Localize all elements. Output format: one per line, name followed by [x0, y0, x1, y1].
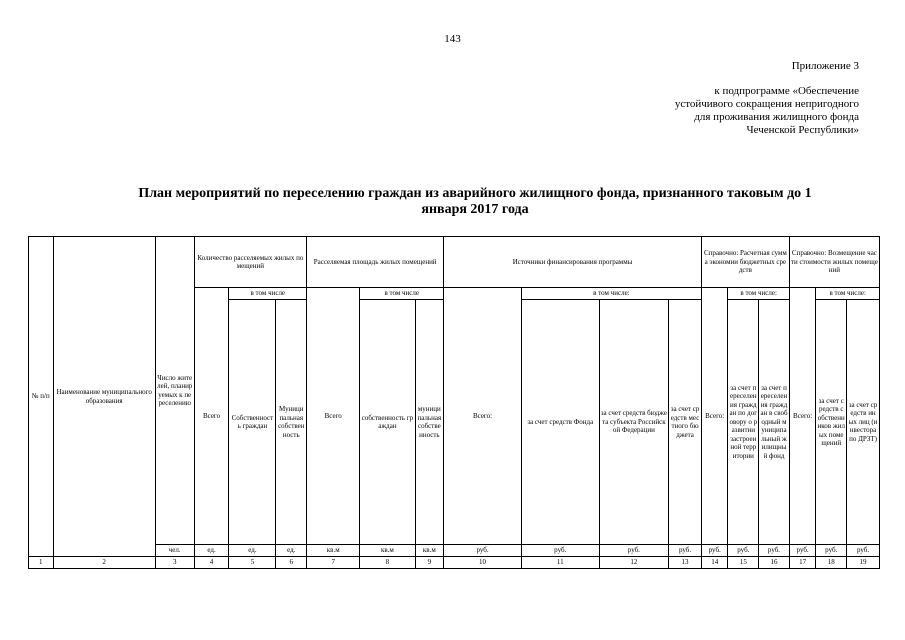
- column-number-cell: 5: [229, 557, 276, 569]
- subheader-including: в том числе:: [816, 288, 880, 300]
- col-header-owners-funds: за счет средств собственников жилых помещений: [816, 300, 847, 545]
- title-line-1: План мероприятий по переселению граждан из аварийного жилищного фонда, признанного таковым до 1: [138, 186, 812, 201]
- unit-cell: руб.: [444, 545, 522, 557]
- col-header-area-total: Всего: [307, 288, 360, 545]
- subheader-including: в том числе: [229, 288, 307, 300]
- subheader-including: в том числе: [360, 288, 444, 300]
- col-header-residents: Число жителей, планируемых к переселению: [155, 237, 194, 545]
- column-number-cell: 7: [307, 557, 360, 569]
- unit-cell: ед.: [194, 545, 229, 557]
- unit-cell: кв.м: [360, 545, 415, 557]
- unit-cell: руб.: [847, 545, 880, 557]
- column-number-cell: 11: [521, 557, 599, 569]
- col-header-number: № п/п: [29, 237, 54, 557]
- column-number-cell: 6: [276, 557, 307, 569]
- col-header-local-budget: за счет средств местного бюджета: [669, 300, 702, 545]
- col-header-area-private: собственность граждан: [360, 300, 415, 545]
- column-number-cell: 2: [53, 557, 155, 569]
- col-header-municipality: Наименование муниципального образования: [53, 237, 155, 557]
- group-header-compensation: Справочно: Возмещение части стоимости жилых помещений: [789, 237, 879, 288]
- unit-cell: руб.: [521, 545, 599, 557]
- unit-cell: чел.: [155, 545, 194, 557]
- title-line-2: января 2017 года: [421, 202, 529, 217]
- column-number-cell: 17: [789, 557, 816, 569]
- appendix-line: Чеченской Республики»: [746, 124, 859, 136]
- group-header-savings: Справочно: Расчетная сумма экономии бюджетных средств: [701, 237, 789, 288]
- col-header-rooms-private: Собственность граждан: [229, 300, 276, 545]
- column-number-cell: 9: [415, 557, 444, 569]
- column-number-cell: 3: [155, 557, 194, 569]
- column-number-cell: 19: [847, 557, 880, 569]
- unit-cell: руб.: [728, 545, 759, 557]
- subheader-including: в том числе:: [728, 288, 789, 300]
- col-header-rooms-total: Всего: [194, 288, 229, 545]
- col-header-sources-total: Всего:: [444, 288, 522, 545]
- document-title: [80, 186, 870, 218]
- column-number-cell: 10: [444, 557, 522, 569]
- col-header-compensation-total: Всего:: [789, 288, 816, 545]
- unit-cell: руб.: [759, 545, 790, 557]
- col-header-investor-funds: за счет средств иных лиц (инвестора по ДРЗТ): [847, 300, 880, 545]
- unit-cell: руб.: [789, 545, 816, 557]
- appendix-line: устойчивого сокращения непригодного: [674, 98, 859, 110]
- unit-cell: ед.: [229, 545, 276, 557]
- appendix-title: Приложение 3: [791, 60, 859, 72]
- unit-cell: руб.: [816, 545, 847, 557]
- column-number-cell: 13: [669, 557, 702, 569]
- column-number-cell: 16: [759, 557, 790, 569]
- unit-cell: кв.м: [307, 545, 360, 557]
- subheader-including: в том числе:: [521, 288, 701, 300]
- column-number-cell: 4: [194, 557, 229, 569]
- resettlement-plan-table: [28, 236, 880, 569]
- appendix-block: [675, 60, 859, 137]
- group-header-rooms: Количество расселяемых жилых помещений: [194, 237, 306, 288]
- column-number-cell: 18: [816, 557, 847, 569]
- appendix-line: к подпрограмме «Обеспечение: [714, 85, 859, 97]
- unit-cell: кв.м: [415, 545, 444, 557]
- unit-cell: руб.: [599, 545, 669, 557]
- unit-cell: руб.: [669, 545, 702, 557]
- col-header-rooms-municipal: Муниципальная собственность: [276, 300, 307, 545]
- col-header-savings-total: Всего:: [701, 288, 728, 545]
- column-number-cell: 1: [29, 557, 54, 569]
- column-number-cell: 12: [599, 557, 669, 569]
- unit-cell: ед.: [276, 545, 307, 557]
- col-header-regional-budget: за счет средств бюджета субъекта Российской Федерации: [599, 300, 669, 545]
- col-header-savings-free-fund: за счет переселения граждан в свободный муниципальный жилищный фонд: [759, 300, 790, 545]
- column-number-cell: 15: [728, 557, 759, 569]
- column-number-cell: 14: [701, 557, 728, 569]
- column-number-cell: 8: [360, 557, 415, 569]
- col-header-savings-development: за счет переселения граждан по договору о развитии застроенной территории: [728, 300, 759, 545]
- col-header-fund: за счет средств Фонда: [521, 300, 599, 545]
- group-header-area: Расселяемая площадь жилых помещений: [307, 237, 444, 288]
- group-header-sources: Источники финансирования программы: [444, 237, 702, 288]
- appendix-line: для проживания жилищного фонда: [694, 111, 859, 123]
- unit-cell: руб.: [701, 545, 728, 557]
- col-header-area-municipal: муниципальная собственность: [415, 300, 444, 545]
- page-number: 143: [444, 33, 461, 45]
